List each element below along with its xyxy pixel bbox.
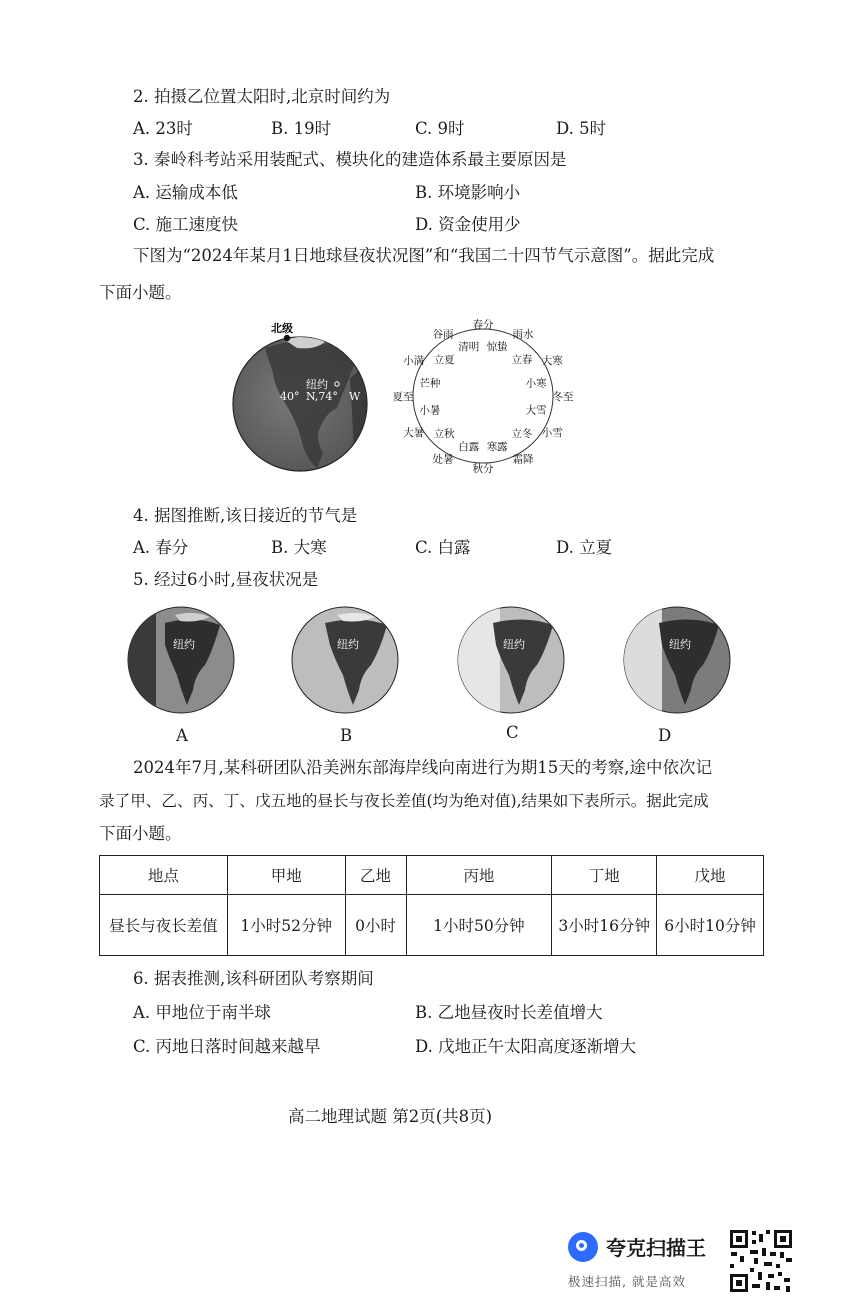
latitude-label: 40° [280, 390, 300, 403]
table-row [100, 895, 764, 956]
solar-term-label: 谷雨 [432, 328, 454, 341]
table-cell: 昼长与夜长差值 [100, 895, 228, 956]
table-cell: 6小时10分钟 [657, 895, 764, 956]
intro1-line1: 下图为“2024年某月1日地球昼夜状况图”和“我国二十四节气示意图”。据此完成 [133, 246, 715, 265]
solar-term-label: 白露 [458, 441, 480, 454]
solar-term-label: 处暑 [432, 453, 454, 466]
solar-term-label: 大雪 [525, 404, 547, 417]
solar-term-label: 小雪 [541, 427, 563, 439]
q3-option-c: C. 施工速度快 [133, 215, 239, 234]
solar-term-label: 冬至 [552, 391, 574, 403]
quark-logo-icon [568, 1232, 598, 1262]
solar-terms-outer-ring [393, 318, 574, 475]
q5-option-d: D [658, 726, 672, 745]
q6-option-b: B. 乙地昼夜时长差值增大 [415, 1003, 603, 1022]
solar-term-label: 小满 [403, 355, 425, 367]
table-header-cell: 地点 [100, 856, 228, 895]
table-cell: 3小时16分钟 [552, 895, 657, 956]
solar-term-label: 夏至 [392, 391, 414, 403]
solar-term-label: 秋分 [472, 463, 494, 475]
intro2-line3: 下面小题。 [99, 824, 182, 843]
table-header-row [100, 856, 764, 895]
scanner-slogan: 极速扫描, 就是高效 [568, 1274, 686, 1289]
intro2-line2: 录了甲、乙、丙、丁、戊五地的昼长与夜长差值(均为绝对值),结果如下表所示。据此完成 [99, 792, 709, 810]
solar-terms-diagram [390, 316, 580, 476]
west-label: W [349, 390, 361, 403]
table-header-cell: 戊地 [657, 856, 764, 895]
globe-option-b [292, 607, 398, 713]
q4-option-a: A. 春分 [133, 538, 189, 557]
q6-stem: 6. 据表推测,该科研团队考察期间 [133, 969, 374, 988]
q5-stem: 5. 经过6小时,昼夜状况是 [133, 570, 319, 589]
q3-option-d: D. 资金使用少 [415, 215, 521, 234]
table-header-cell: 丁地 [552, 856, 657, 895]
qr-code-icon [728, 1228, 794, 1294]
globe-a-city: 纽约 [173, 638, 195, 651]
globe-b-city: 纽约 [337, 638, 359, 651]
solar-term-label: 春分 [472, 319, 494, 331]
intro2-line1: 2024年7月,某科研团队沿美洲东部海岸线向南进行为期15天的考察,途中依次记 [133, 758, 712, 777]
solar-terms-inner-ring [419, 340, 547, 453]
table-cell: 1小时50分钟 [406, 895, 552, 956]
scanner-brand: 夸克扫描王 [606, 1236, 706, 1260]
solar-term-label: 立冬 [511, 427, 533, 440]
q4-option-b: B. 大寒 [271, 538, 327, 557]
day-night-difference-table [99, 855, 764, 956]
globe-option-c [458, 607, 564, 717]
table-header-cell: 乙地 [345, 856, 406, 895]
solar-term-label: 寒露 [486, 441, 508, 454]
solar-term-label: 小暑 [419, 404, 441, 417]
q5-globes [125, 605, 745, 735]
intro1-line2: 下面小题。 [99, 283, 182, 302]
q6-option-a: A. 甲地位于南半球 [133, 1003, 271, 1022]
q3-stem: 3. 秦岭科考站采用装配式、模块化的建造体系最主要原因是 [133, 150, 567, 169]
page-footer: 高二地理试题 第2页(共8页) [288, 1107, 493, 1126]
newyork-label: 纽约 [306, 378, 328, 391]
q3-option-b: B. 环境影响小 [415, 183, 521, 202]
globe-option-a [128, 607, 234, 717]
solar-term-label: 芒种 [419, 377, 441, 390]
table-header-cell: 甲地 [227, 856, 345, 895]
table-cell: 0小时 [345, 895, 406, 956]
table-cell: 1小时52分钟 [227, 895, 345, 956]
solar-term-label: 小寒 [525, 377, 547, 390]
solar-term-label: 大暑 [403, 427, 425, 439]
q2-stem: 2. 拍摄乙位置太阳时,北京时间约为 [133, 87, 391, 106]
q6-option-c: C. 丙地日落时间越来越早 [133, 1037, 321, 1056]
day-night-globe-figure [225, 318, 375, 473]
q2-option-d: D. 5时 [556, 119, 607, 138]
q3-option-a: A. 运输成本低 [133, 183, 238, 202]
q6-option-d: D. 戊地正午太阳高度逐渐增大 [415, 1037, 637, 1056]
q5-option-a: A [176, 726, 188, 745]
q4-stem: 4. 据图推断,该日接近的节气是 [133, 506, 358, 525]
solar-term-label: 惊蛰 [486, 340, 508, 353]
q4-option-d: D. 立夏 [556, 538, 613, 557]
q2-option-b: B. 19时 [271, 119, 332, 138]
globe-option-d [624, 607, 730, 717]
solar-term-label: 立春 [511, 354, 533, 367]
north-pole-label: 北级 [271, 322, 293, 335]
q5-option-b: B [340, 726, 353, 745]
q2-option-a: A. 23时 [133, 119, 193, 138]
q2-option-c: C. 9时 [415, 119, 465, 138]
table-header-cell: 丙地 [406, 856, 552, 895]
longitude-label: N,74° [306, 390, 338, 403]
solar-term-label: 清明 [458, 340, 480, 353]
globe-d-city: 纽约 [669, 638, 691, 651]
solar-term-label: 雨水 [512, 328, 534, 341]
q5-option-c: C [506, 723, 519, 742]
solar-term-label: 霜降 [512, 453, 534, 466]
q4-option-c: C. 白露 [415, 538, 471, 557]
globe-c-city: 纽约 [503, 638, 525, 651]
solar-term-label: 立秋 [433, 427, 455, 440]
solar-term-label: 立夏 [433, 354, 455, 367]
solar-term-label: 大寒 [541, 355, 563, 367]
